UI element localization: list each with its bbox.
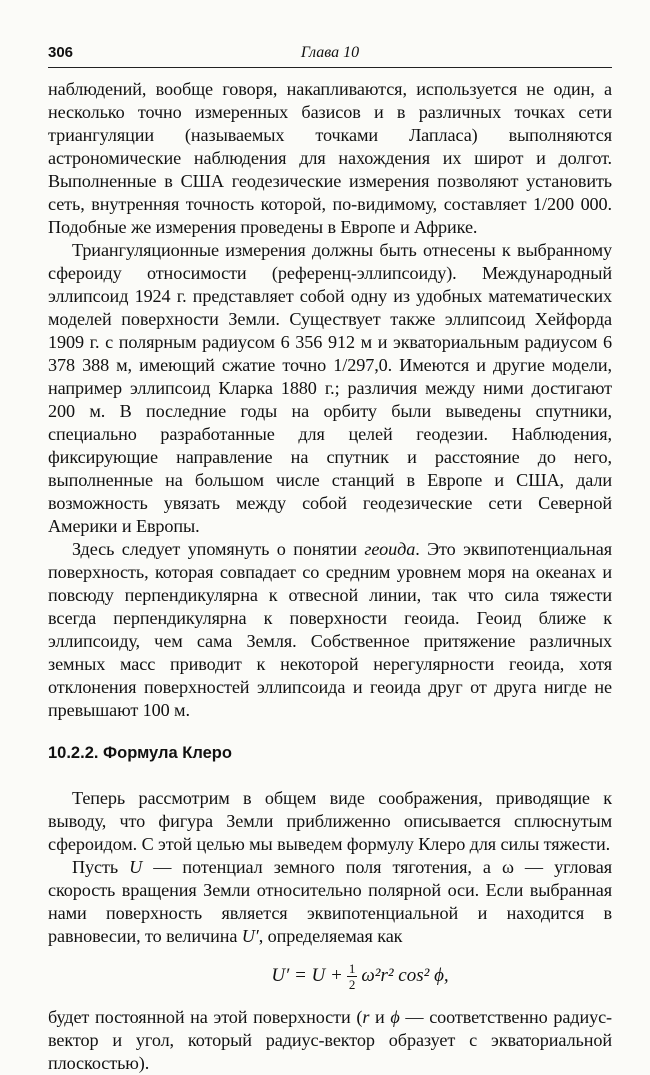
paragraph-1: наблюдений, вообще говоря, накапливаются, используется не один, а несколько точно измеренных базисов и в различных точках сети триангуляции (называемых точками Лапласа) выполняются астрономические наблюдения для нахождения их широт и долгот. Выполненные в США геодезические измерения позволяют установить сеть, внутренняя точность которой, по-видимому, составляет 1/200 000. Подобные же измерения проведены в Европе и Африке. [48,79,612,237]
p5-c: , определяемая как [258,926,403,946]
p5-a: Пусть [72,857,130,877]
paragraph-2: Триангуляционные измерения должны быть отнесены к выбранному сфероиду относимости (референц-эллипсоиду). Международный эллипсоид 1924 г. представляет собой одну из удобных математических моделей поверхности Земли. Существует также эллипсоид Хейфорда 1909 г. с полярным радиусом 6 356 912 м и экваториальным радиусом 6 378 388 м, имеющий сжатие точно 1/297,0. Имеются и другие модели, например эллипсоид Кларка 1880 г.; различия между ними достигают 200 м. В последние годы на орбиту были выведены спутники, специально разработанные для целей геодезии. Наблюдения, фиксирующие направление на спутник и расстояние до него, выполненные на большом числе станций в Европе и США, дали возможность увязать между собой геодезические сети Северной Америки и Европы. [48,240,612,536]
p6-a: будет постоянной на этой поверхности ( [48,1007,363,1027]
p3-start: Здесь следует упомянуть о понятии [72,539,365,559]
page-header [48,44,612,68]
p5-U: U [129,857,143,877]
p3-end: . Это эквипотенциальная поверхность, которая совпадает со средним уровнем моря на океанах и повсюду перпендикулярна к отвесной линии, так что сила тяжести всегда перпендикулярна к поверхности геоида. Геоид ближе к эллипсоиду, чем сама Земля. Собственное притяжение различных земных масс приводит к некоторой нерегулярности геоида, хотя отклонения поверхностей эллипсоида и геоида друг от друга нигде не превышают 100 м. [48,539,612,720]
formula-rhs: ω²r² cos² ϕ, [361,965,449,986]
formula-fraction [347,961,358,992]
p5-U-prime: U′ [241,926,259,946]
section-heading: 10.2.2. Формула Клеро [48,744,232,762]
paragraph-6 [48,1006,612,1075]
p6-c: — соответственно радиус-вектор и угол, который радиус-вектор образует с экваториальной плоскостью). [48,1007,613,1073]
clairaut-formula [108,956,612,996]
p5-b: — потенциал земного поля тяготения, а ω — угловая скорость вращения Земли относительно полярной оси. Если выбранная нами поверхность является эквипотенциальной и находится в равновесии, то величина [48,857,612,946]
p6-phi: ϕ [390,1007,400,1027]
paragraph-4: Теперь рассмотрим в общем виде соображения, приводящие к выводу, что фигура Земли приближенно описывается сплюснутым сфероидом. С этой целью мы выведем формулу Клеро для силы тяжести. [48,788,612,854]
page-number: 306 [48,44,74,61]
geoid-term: геоида [364,539,416,559]
fraction-numerator: 1 [348,960,356,976]
paragraph-3 [48,538,612,722]
fraction-denominator: 2 [348,976,356,992]
p6-r: r [362,1007,370,1027]
p6-b: и [369,1007,391,1027]
chapter-title: Глава 10 [300,44,360,61]
formula-lhs: U′ = U + [271,965,343,986]
paragraph-5 [48,856,612,948]
